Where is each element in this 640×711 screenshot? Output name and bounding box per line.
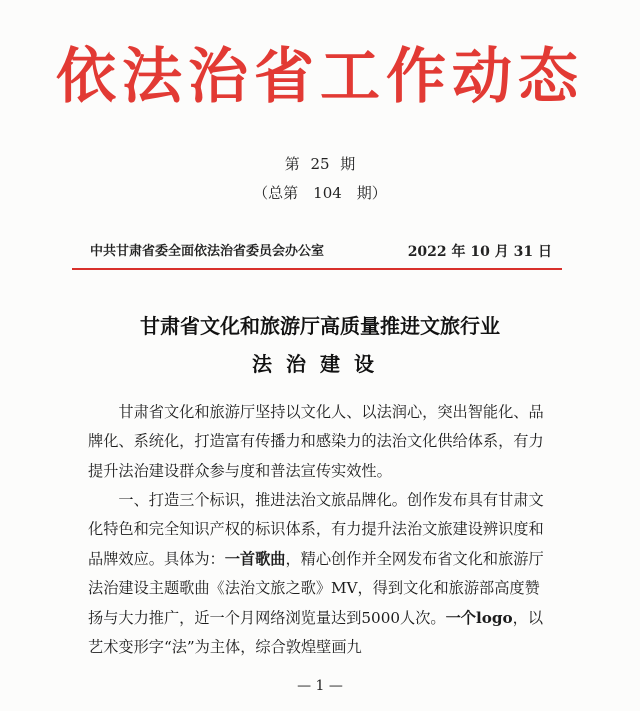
masthead-title: 依法治省工作动态 <box>56 42 584 112</box>
issuing-office: 中共甘肃省委全面依法治省委员会办公室 <box>90 244 325 259</box>
paragraph-2 <box>88 486 548 662</box>
paragraph-2-emphasis-song: 一首歌曲 <box>224 549 286 568</box>
paragraph-1: 甘肃省文化和旅游厅坚持以文化人、以法润心，突出智能化、品牌化、系统化，打造富有传播力和感染力的法治文化供给体系，有力提升法治建设群众参与度和普法宣传实效性。 <box>88 403 544 480</box>
page-number: — 1 — <box>297 678 343 694</box>
paragraph-2-text-2: ，精心创作并全网发布省文化和旅游厅法治建设主题歌曲《法治文旅之歌》MV，得到文化和旅游部高度赞扬与大力推广，近一个月网络浏览量达到5000人次。 <box>88 549 544 627</box>
issue-date: 2022 年 10 月 31 日 <box>407 244 552 260</box>
paragraph-2-heading: 一、打造三个标识，推进法治文旅品牌化。 <box>118 491 407 509</box>
issue-number: 第 25 期 <box>284 155 356 173</box>
total-issue-number: （总第 104 期） <box>253 184 387 202</box>
paragraph-2-text-1: 创作发布具有甘肃文化特色和完全知识产权的标识体系，有力提升法治文旅建设辨识度和品牌效应。具体为： <box>88 491 544 568</box>
article-title-line2: 法治建设 <box>252 352 388 376</box>
paragraph-2-text-3: ，以艺术变形字“法”为主体，综合敦煌壁画九 <box>88 608 543 657</box>
red-divider <box>72 268 562 270</box>
article-title-line1: 甘肃省文化和旅游厅高质量推进文旅行业 <box>140 314 500 338</box>
paragraph-2-emphasis-logo: 一个logo <box>445 608 513 627</box>
